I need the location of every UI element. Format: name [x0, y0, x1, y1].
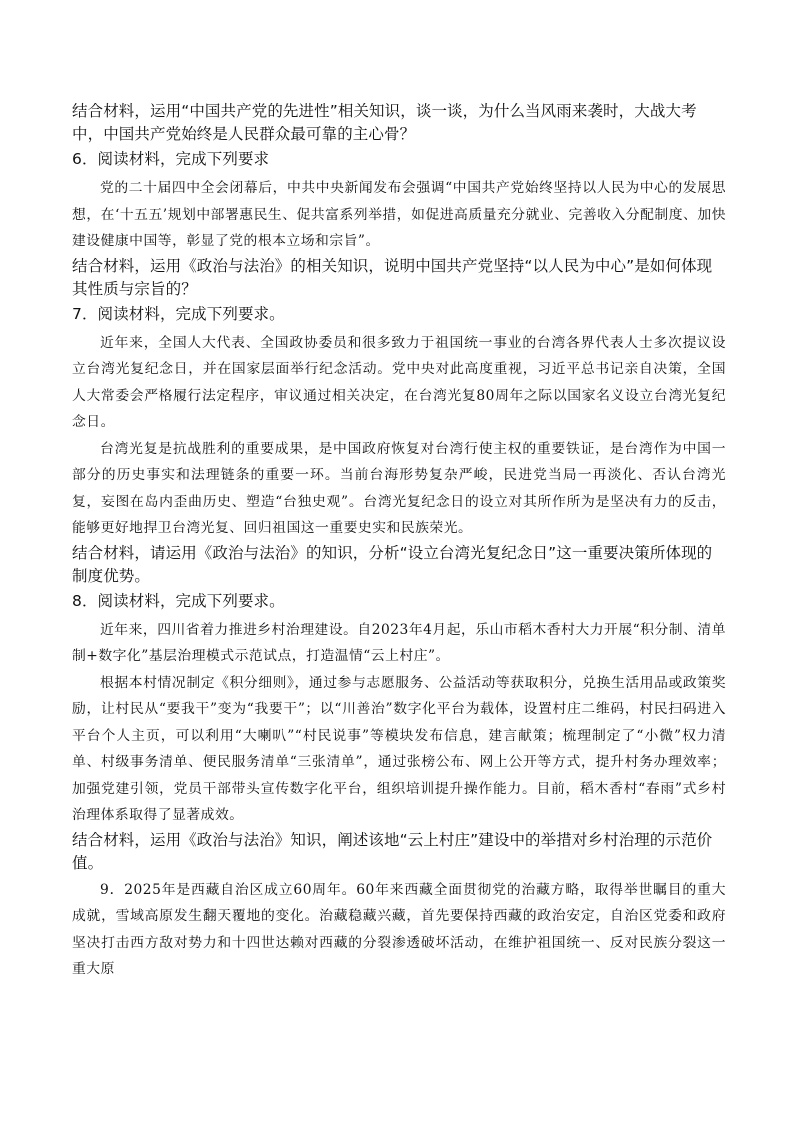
- question-8-material-paragraph-1: 近年来，四川省着力推进乡村治理建设。自2023年4月起，乐山市稻木香村大力开展“积分制、清单制+数字化”基层治理模式示范试点，打造温情“云上村庄”。: [72, 621, 726, 664]
- question-8-material-paragraph-2: 根据本村情况制定《积分细则》，通过参与志愿服务、公益活动等获取积分，兑换生活用品或政策奖励，让村民从“要我干”变为“我要干”；以“川善治”数字化平台为载体，设置村庄二维码，村民扫码进入平台个人主页，可以利用“大喇叭”“村民说事”等模块发布信息，建言献策；梳理制定了“小微”权力清单、村级事务清单、便民服务清单“三张清单”，通过张榜公布、网上公开等方式，提升村务办理效率；加强党建引领，党员干部带头宣传数字化平台，组织培训提升操作能力。目前，稻木香村“春雨”式乡村治理体系取得了显著成效。: [72, 674, 726, 823]
- question-7-material-paragraph-1: 近年来，全国人大代表、全国政协委员和很多致力于祖国统一事业的台湾各界代表人士多次提议设立台湾光复纪念日，并在国家层面举行纪念活动。党中央对此高度重视，习近平总书记亲自决策，全国人大常委会严格履行法定程序，审议通过相关决定，在台湾光复80周年之际以国家名义设立台湾光复纪念日。: [72, 334, 726, 430]
- question-6-heading: 6．阅读材料，完成下列要求: [72, 150, 270, 168]
- question-6-material: 党的二十届四中全会闭幕后，中共中央新闻发布会强调“中国共产党始终坚持以人民为中心的发展思想，在‘十五五’规划中部署惠民生、促共富系列举措，如促进高质量充分就业、完善收入分配制度、加快建设健康中国等，彰显了党的根本立场和宗旨”。: [72, 180, 726, 249]
- document-body: [72, 100, 726, 983]
- question-7-material-paragraph-2: 台湾光复是抗战胜利的重要成果，是中国政府恢复对台湾行使主权的重要铁证，是台湾作为中国一部分的历史事实和法理链条的重要一环。当前台海形势复杂严峻，民进党当局一再淡化、否认台湾光复，妄图在岛内歪曲历史、塑造“台独史观”。台湾光复纪念日的设立对其所作所为是坚决有力的反击，能够更好地捍卫台湾光复、回归祖国这一重要史实和民族荣光。: [72, 440, 726, 536]
- question-9-material: 9．2025年是西藏自治区成立60周年。60年来西藏全面贯彻党的治藏方略，取得举世瞩目的重大成就，雪域高原发生翻天覆地的变化。治藏稳藏兴藏，首先要保持西藏的政治安定，自治区党委和政府坚决打击西方敌对势力和十四世达赖对西藏的分裂渗透破坏活动，在维护祖国统一、反对民族分裂这一重大原: [72, 881, 726, 977]
- question-7-heading: 7．阅读材料，完成下列要求。: [72, 304, 285, 323]
- question-6-prompt: 结合材料，运用《政治与法治》的相关知识，说明中国共产党坚持“以人民为中心”是如何体现其性质与宗旨的？: [72, 256, 713, 298]
- question-8-heading: 8．阅读材料，完成下列要求。: [72, 591, 285, 610]
- question-7-prompt: 结合材料，请运用《政治与法治》的知识，分析“设立台湾光复纪念日”这一重要决策所体现的制度优势。: [72, 543, 713, 585]
- question-8-prompt: 结合材料，运用《政治与法治》知识，阐述该地“云上村庄”建设中的举措对乡村治理的示范价值。: [72, 830, 713, 872]
- question-5-prompt: 结合材料，运用“中国共产党的先进性”相关知识，谈一谈，为什么当风雨来袭时，大战大考中，中国共产党始终是人民群众最可靠的主心骨？: [72, 102, 697, 143]
